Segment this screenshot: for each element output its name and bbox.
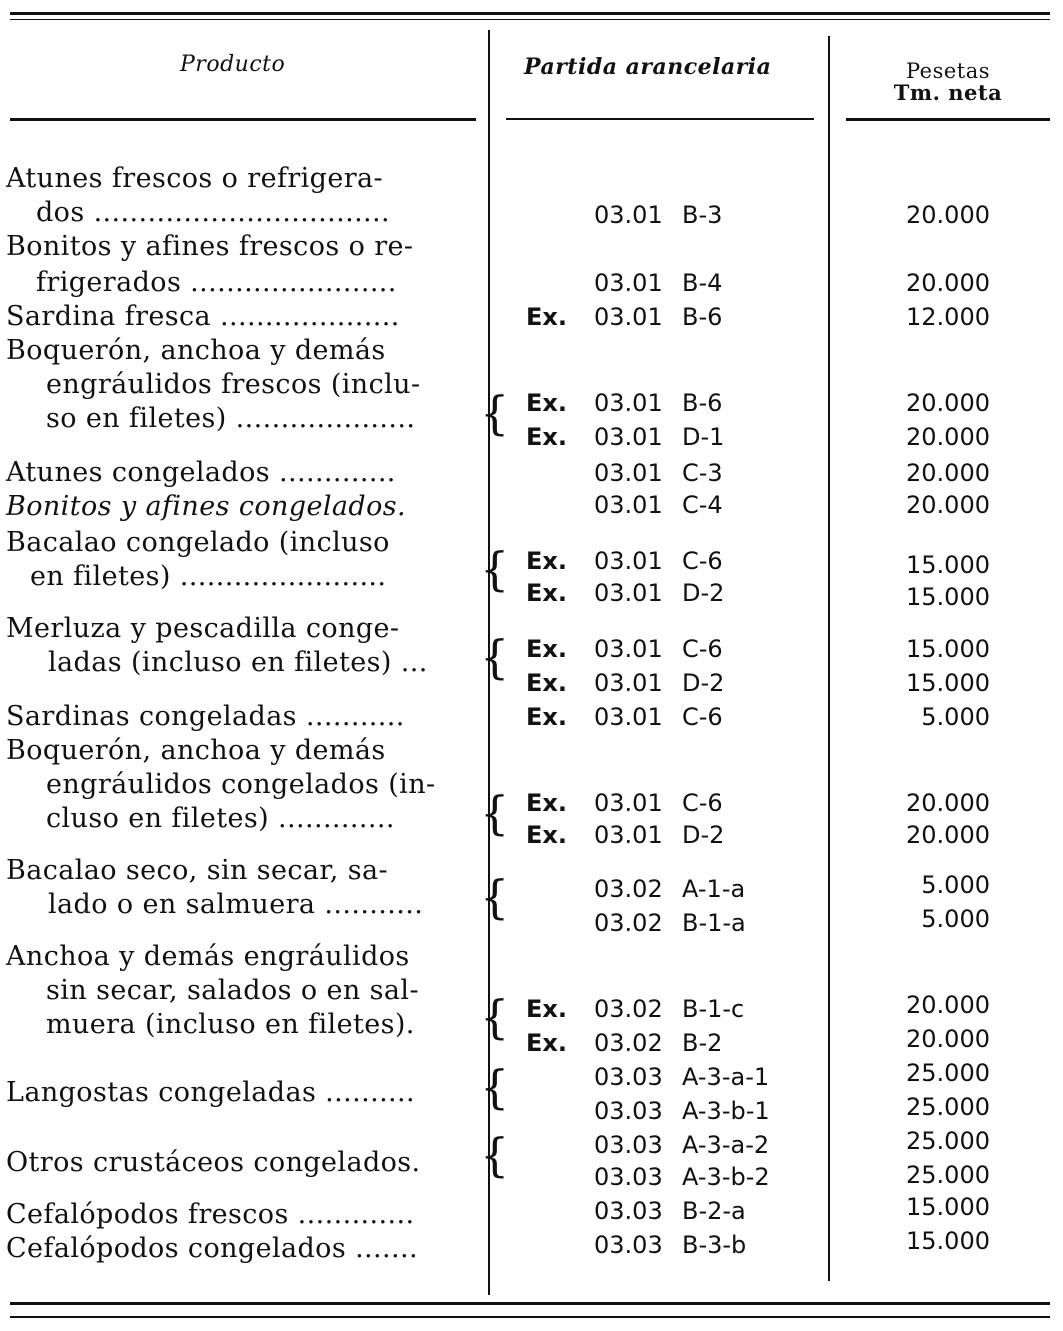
code-sub: D-2 (682, 821, 725, 849)
value-pesetas: 25.000 (906, 1161, 990, 1189)
code-number: 03.01 (594, 547, 663, 575)
product-line: Anchoa y demás engráulidos (6, 941, 410, 972)
code-number: 03.02 (594, 875, 663, 903)
brace-icon: { (480, 386, 510, 440)
code-number: 03.01 (594, 201, 663, 229)
column-divider-2 (828, 36, 830, 1281)
product-line: Cefalópodos congelados ....... (6, 1233, 418, 1264)
header-underline-1 (10, 118, 476, 121)
header-producto: Producto (180, 52, 286, 77)
value-pesetas: 25.000 (906, 1093, 990, 1121)
code-sub: B-6 (682, 389, 723, 417)
product-line: so en filetes) .................... (46, 403, 416, 434)
code-number: 03.01 (594, 269, 663, 297)
value-pesetas: 20.000 (906, 269, 990, 297)
code-sub: C-3 (682, 459, 723, 487)
code-sub: C-6 (682, 547, 723, 575)
code-number: 03.03 (594, 1063, 663, 1091)
header-pesetas-line2: Tm. neta (893, 80, 1003, 105)
value-pesetas: 20.000 (906, 991, 990, 1019)
value-pesetas: 15.000 (906, 1227, 990, 1255)
value-pesetas: 20.000 (906, 459, 990, 487)
code-ex: Ex. (526, 423, 567, 451)
code-ex: Ex. (526, 579, 567, 607)
product-line: Atunes frescos o refrigera- (6, 163, 384, 194)
product-line: Sardina fresca .................... (6, 301, 400, 332)
code-ex: Ex. (526, 303, 567, 331)
value-pesetas: 15.000 (906, 583, 990, 611)
code-number: 03.03 (594, 1097, 663, 1125)
bottom-rule-thin (10, 1316, 1050, 1318)
code-number: 03.01 (594, 303, 663, 331)
code-sub: A-1-a (682, 875, 746, 903)
code-number: 03.01 (594, 423, 663, 451)
product-line: Boquerón, anchoa y demás (6, 735, 386, 766)
code-number: 03.03 (594, 1131, 663, 1159)
code-sub: B-6 (682, 303, 723, 331)
top-rule (10, 12, 1050, 15)
code-sub: A-3-a-1 (682, 1063, 770, 1091)
code-sub: D-1 (682, 423, 725, 451)
product-line: sin secar, salados o en sal- (46, 975, 419, 1006)
product-line: Cefalópodos frescos ............. (6, 1199, 415, 1230)
product-line: Boquerón, anchoa y demás (6, 335, 386, 366)
value-pesetas: 5.000 (921, 905, 990, 933)
product-line: engráulidos frescos (inclu- (46, 369, 421, 400)
value-pesetas: 25.000 (906, 1127, 990, 1155)
code-number: 03.01 (594, 635, 663, 663)
value-pesetas: 20.000 (906, 201, 990, 229)
code-sub: A-3-b-2 (682, 1163, 770, 1191)
code-sub: C-4 (682, 491, 723, 519)
product-line: Otros crustáceos congelados. (6, 1147, 421, 1178)
value-pesetas: 15.000 (906, 669, 990, 697)
brace-icon: { (480, 870, 510, 924)
code-number: 03.02 (594, 1029, 663, 1057)
value-pesetas: 5.000 (921, 703, 990, 731)
code-ex: Ex. (526, 789, 567, 817)
product-line: Bonitos y afines congelados. (6, 491, 406, 522)
code-sub: B-1-c (682, 995, 745, 1023)
product-line: Merluza y pescadilla conge- (6, 613, 400, 644)
code-ex: Ex. (526, 703, 567, 731)
value-pesetas: 25.000 (906, 1059, 990, 1087)
product-line: frigerados ....................... (36, 267, 397, 298)
code-ex: Ex. (526, 995, 567, 1023)
product-line: Bonitos y afines frescos o re- (6, 231, 414, 262)
value-pesetas: 20.000 (906, 423, 990, 451)
header-underline-2 (506, 118, 814, 120)
code-sub: B-3-b (682, 1231, 747, 1259)
brace-icon: { (480, 1060, 510, 1114)
product-line: Langostas congeladas .......... (6, 1077, 416, 1108)
code-ex: Ex. (526, 389, 567, 417)
code-sub: D-2 (682, 579, 725, 607)
value-pesetas: 20.000 (906, 789, 990, 817)
code-number: 03.03 (594, 1163, 663, 1191)
code-number: 03.01 (594, 789, 663, 817)
code-number: 03.01 (594, 459, 663, 487)
value-pesetas: 15.000 (906, 1193, 990, 1221)
code-sub: B-2-a (682, 1197, 746, 1225)
header-pesetas-line1: Pesetas (905, 59, 991, 83)
value-pesetas: 20.000 (906, 491, 990, 519)
code-number: 03.01 (594, 821, 663, 849)
code-sub: C-6 (682, 789, 723, 817)
value-pesetas: 20.000 (906, 821, 990, 849)
value-pesetas: 20.000 (906, 389, 990, 417)
code-sub: C-6 (682, 703, 723, 731)
product-line: Bacalao seco, sin secar, sa- (6, 855, 389, 886)
code-sub: A-3-b-1 (682, 1097, 770, 1125)
code-sub: D-2 (682, 669, 725, 697)
code-number: 03.01 (594, 669, 663, 697)
code-sub: C-6 (682, 635, 723, 663)
code-number: 03.01 (594, 491, 663, 519)
brace-icon: { (480, 630, 510, 684)
code-ex: Ex. (526, 547, 567, 575)
code-ex: Ex. (526, 669, 567, 697)
value-pesetas: 5.000 (921, 871, 990, 899)
product-line: Bacalao congelado (incluso (6, 527, 390, 558)
value-pesetas: 20.000 (906, 1025, 990, 1053)
header-underline-3 (846, 118, 1050, 121)
product-line: ladas (incluso en filetes) ... (48, 647, 428, 678)
header-partida: Partida arancelaria (524, 54, 772, 80)
value-pesetas: 15.000 (906, 551, 990, 579)
product-line: Atunes congelados ............. (6, 457, 396, 488)
product-line: engráulidos congelados (in- (46, 769, 436, 800)
code-number: 03.01 (594, 703, 663, 731)
brace-icon: { (480, 990, 510, 1044)
code-ex: Ex. (526, 1029, 567, 1057)
product-line: cluso en filetes) ............. (46, 803, 395, 834)
brace-icon: { (480, 786, 510, 840)
product-line: Sardinas congeladas ........... (6, 701, 405, 732)
brace-icon: { (480, 542, 510, 596)
code-number: 03.02 (594, 909, 663, 937)
code-number: 03.01 (594, 579, 663, 607)
product-line: lado o en salmuera ........... (48, 889, 424, 920)
product-line: dos ................................. (36, 197, 391, 228)
value-pesetas: 12.000 (906, 303, 990, 331)
code-sub: B-2 (682, 1029, 723, 1057)
code-sub: A-3-a-2 (682, 1131, 770, 1159)
code-ex: Ex. (526, 821, 567, 849)
header-pesetas (848, 60, 1048, 104)
code-number: 03.03 (594, 1231, 663, 1259)
product-line: en filetes) ....................... (30, 561, 387, 592)
value-pesetas: 15.000 (906, 635, 990, 663)
brace-icon: { (480, 1128, 510, 1182)
code-ex: Ex. (526, 635, 567, 663)
code-sub: B-1-a (682, 909, 746, 937)
product-line: muera (incluso en filetes). (46, 1009, 415, 1040)
code-number: 03.02 (594, 995, 663, 1023)
bottom-rule (10, 1302, 1050, 1305)
code-number: 03.01 (594, 389, 663, 417)
code-sub: B-3 (682, 201, 723, 229)
top-rule-thin (10, 19, 1050, 20)
code-sub: B-4 (682, 269, 723, 297)
code-number: 03.03 (594, 1197, 663, 1225)
